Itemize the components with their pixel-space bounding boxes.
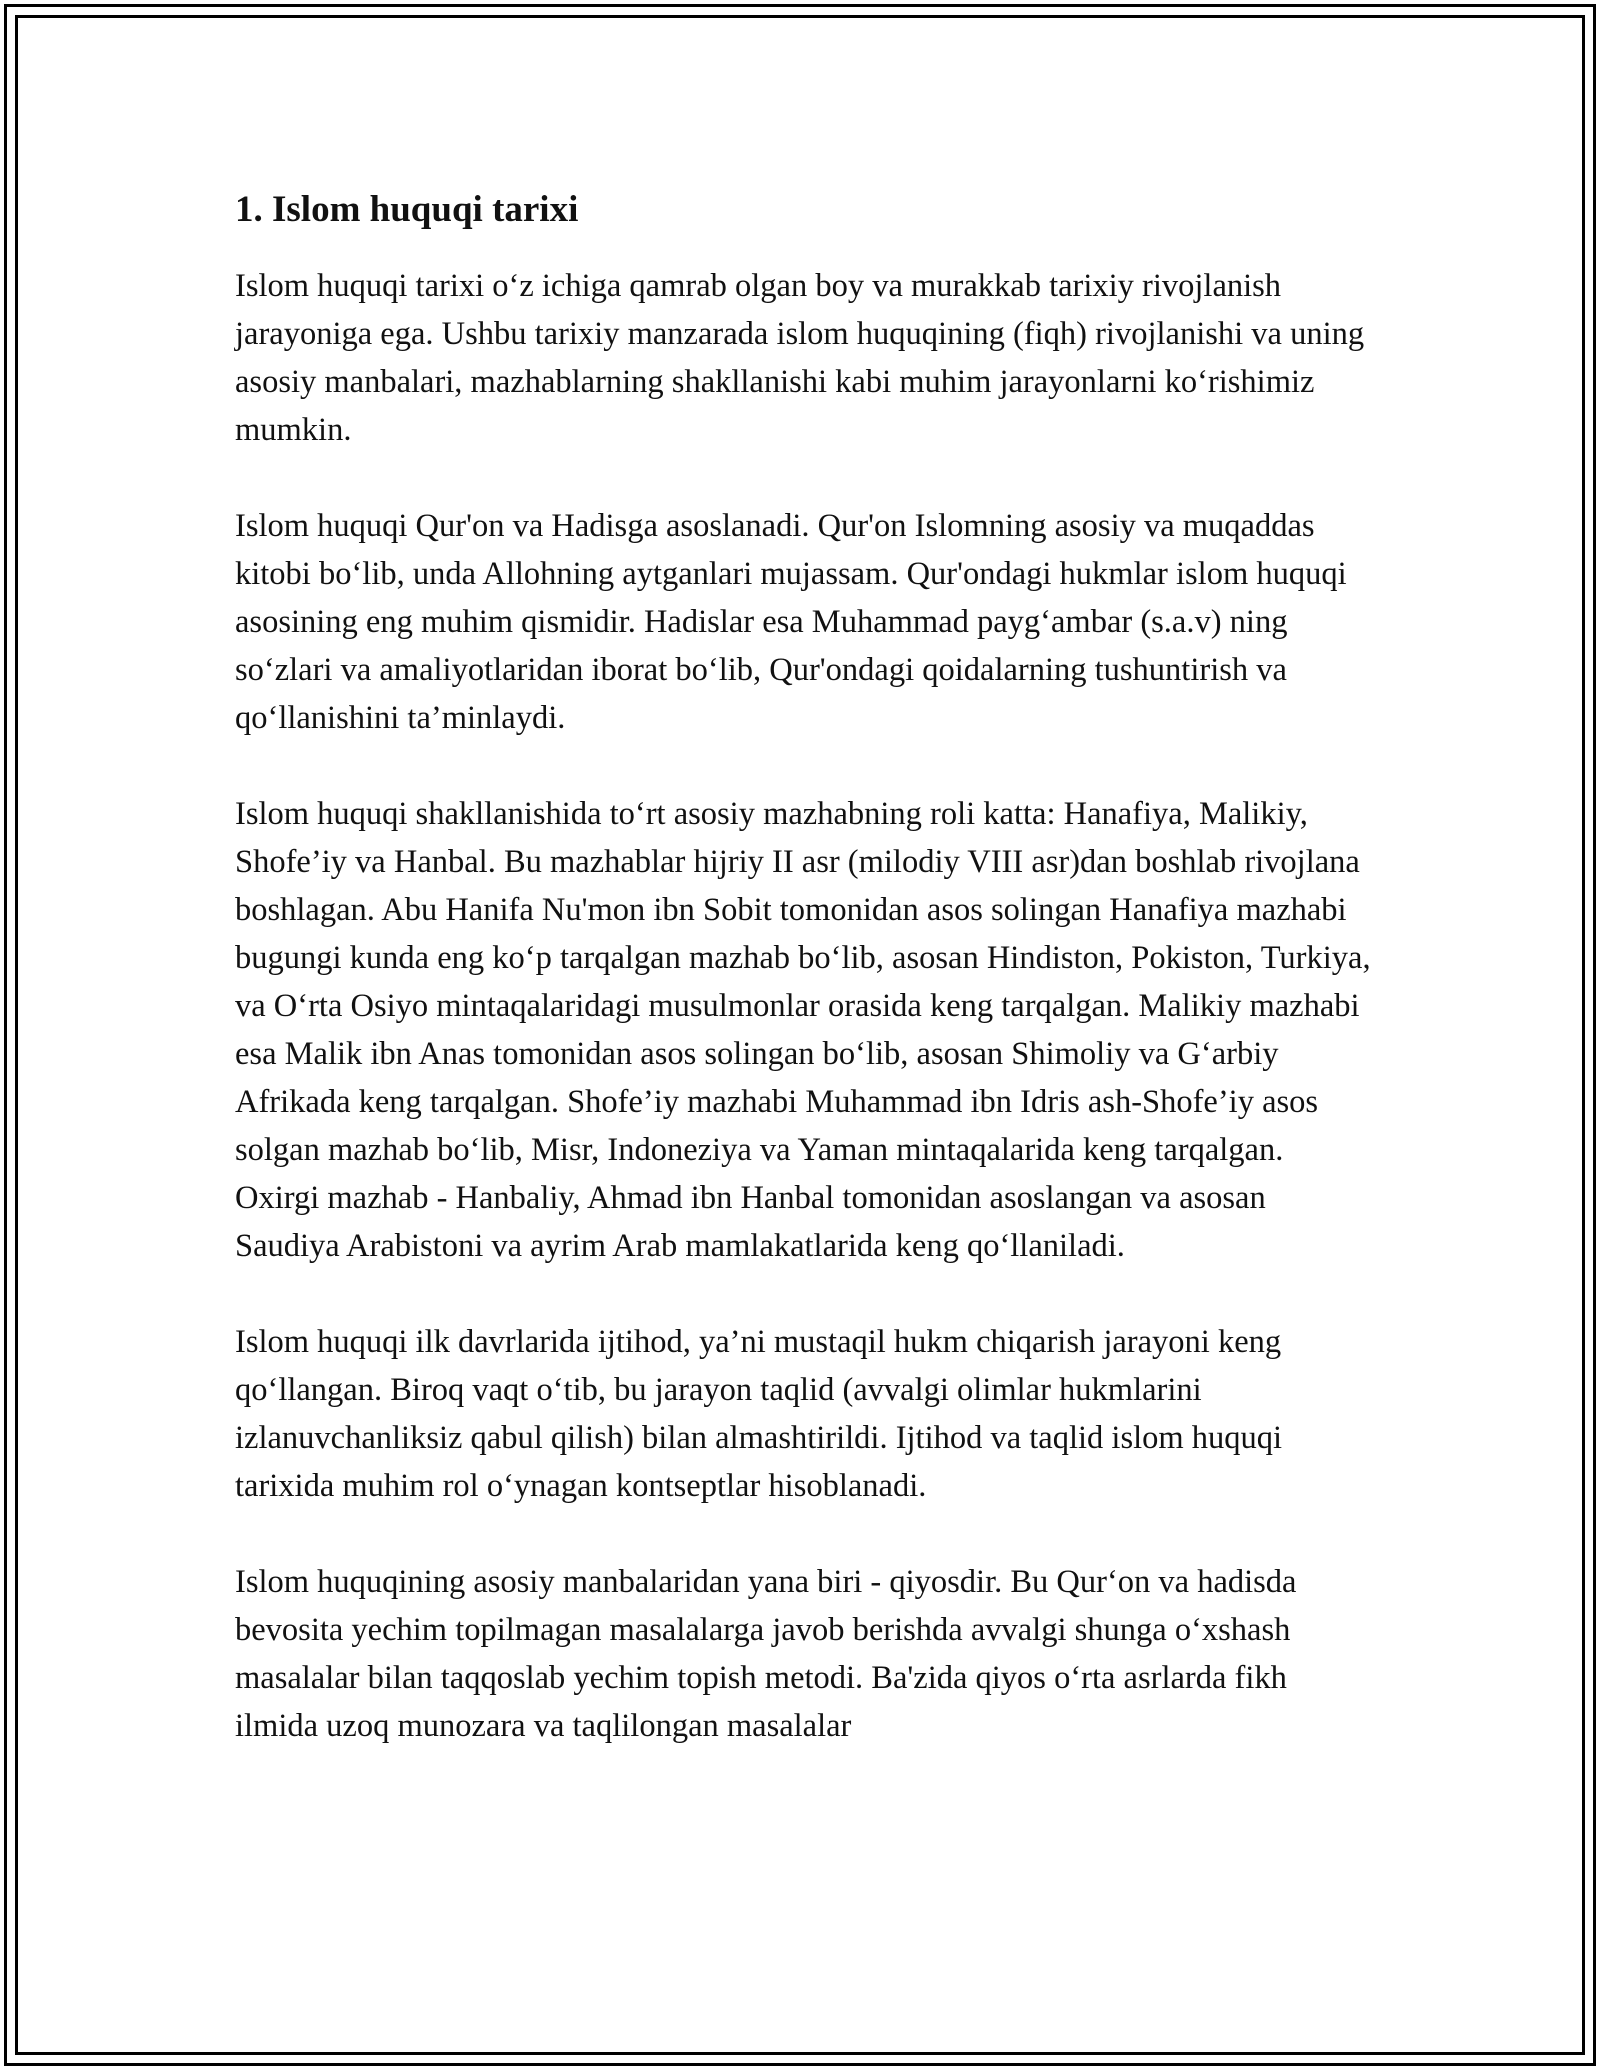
paragraph-ijtihad: Islom huquqi ilk davrlarida ijtihod, ya’ni mustaqil hukm chiqarish jarayoni keng qo‘llangan. Biroq vaqt o‘tib, bu jarayon taqlid (avvalgi olimlar hukmlarini izlanuvchanliksiz qabul qilish) bilan almashtirildi. Ijtihod va taqlid islom huquqi tarixida muhim rol o‘ynagan kontseptlar hisoblanadi. xyxy=(235,1324,1283,1504)
section-heading: 1. Islom huquqi tarixi xyxy=(235,189,579,230)
paragraph-qiyas: Islom huquqining asosiy manbalaridan yana biri - qiyosdir. Bu Qur‘on va hadisda bevosita yechim topilmagan masalalarga javob berishda avvalgi shunga o‘xshash masalalar bilan taqqoslab yechim topish metodi. Ba'zida qiyos o‘rta asrlarda fikh ilmida uzoq munozara va taqlilongan masalalar xyxy=(235,1564,1297,1744)
paragraph-madhhabs: Islom huquqi shakllanishida to‘rt asosiy mazhabning roli katta: Hanafiya, Malikiy, Shofe’iy va Hanbal. Bu mazhablar hijriy II asr (milodiy VIII asr)dan boshlab rivojlana boshlagan. Abu Hanifa Nu'mon ibn Sobit tomonidan asos solingan Hanafiya mazhabi bugungi kunda eng ko‘p tarqalgan mazhab bo‘lib, asosan Hindiston, Pokiston, Turkiya, va O‘rta Osiyo mintaqalaridagi musulmonlar orasida keng tarqalgan. Malikiy mazhabi esa Malik ibn Anas tomonidan asos solingan bo‘lib, asosan Shimoliy va G‘arbiy Afrikada keng tarqalgan. Shofe’iy mazhabi Muhammad ibn Idris ash-Shofe’iy asos solgan mazhab bo‘lib, Misr, Indoneziya va Yaman mintaqalarida keng tarqalgan. Oxirgi mazhab - Hanbaliy, Ahmad ibn Hanbal tomonidan asoslangan va asosan Saudiya Arabistoni va ayrim Arab mamlakatlarida keng qo‘llaniladi. xyxy=(235,796,1371,1264)
paragraph-intro: Islom huquqi tarixi o‘z ichiga qamrab olgan boy va murakkab tarixiy rivojlanish jarayoniga ega. Ushbu tarixiy manzarada islom huquqining (fiqh) rivojlanishi va uning asosiy manbalari, mazhablarning shakllanishi kabi muhim jarayonlarni ko‘rishimiz mumkin. xyxy=(235,268,1365,448)
paragraph-sources: Islom huquqi Qur'on va Hadisga asoslanadi. Qur'on Islomning asosiy va muqaddas kitobi bo‘lib, unda Allohning aytganlari mujassam. Qur'ondagi hukmlar islom huquqi asosining eng muhim qismidir. Hadislar esa Muhammad payg‘ambar (s.a.v) ning so‘zlari va amaliyotlaridan iborat bo‘lib, Qur'ondagi qoidalarning tushuntirish va qo‘llanishini ta’minlaydi. xyxy=(235,508,1347,736)
document-body xyxy=(235,186,1375,1750)
